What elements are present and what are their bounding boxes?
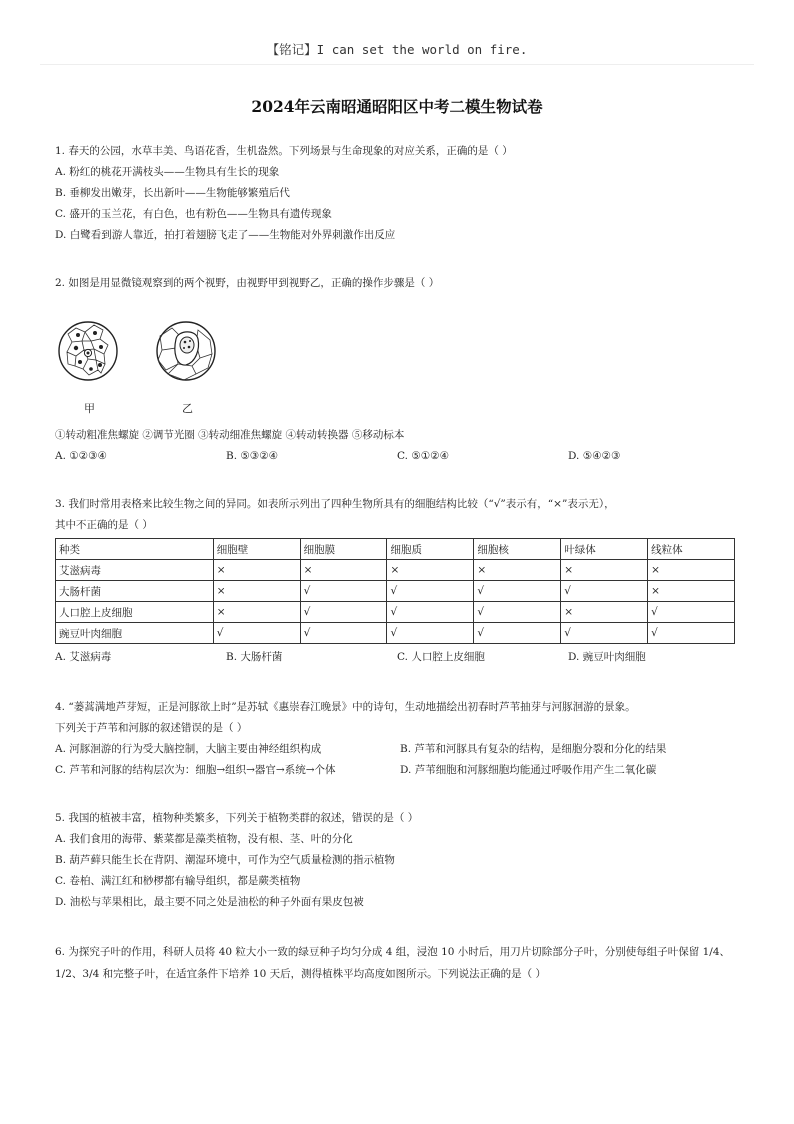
question-5-option-c[interactable]: C. 卷柏、满江红和桫椤都有输导组织，都是蕨类植物	[55, 875, 301, 887]
table-cell: ×	[213, 581, 300, 602]
view-jia-field	[59, 322, 117, 380]
table-cell: √	[561, 623, 648, 644]
view-yi-label: 乙	[182, 402, 193, 415]
table-cell: √	[474, 623, 561, 644]
question-2-option-c[interactable]: C. ⑤①②④	[397, 450, 449, 462]
question-1-option-b[interactable]: B. 垂柳发出嫩芽，长出新叶——生物能够繁殖后代	[55, 187, 290, 199]
question-5-option-b[interactable]: B. 葫芦藓只能生长在背阴、潮湿环境中，可作为空气质量检测的指示植物	[55, 854, 395, 866]
table-header-cell: 线粒体	[648, 539, 735, 560]
question-3-stem-block	[55, 494, 745, 536]
table-cell: 艾滋病毒	[56, 560, 214, 581]
table-cell: √	[213, 623, 300, 644]
question-2-stem-block	[55, 273, 745, 294]
table-cell: 大肠杆菌	[56, 581, 214, 602]
table-cell: √	[387, 602, 474, 623]
table-cell: √	[300, 602, 387, 623]
question-2-option-d[interactable]: D. ⑤④②③	[568, 450, 621, 462]
question-4	[55, 697, 745, 781]
question-2-option-a[interactable]: A. ①②③④	[55, 450, 107, 462]
question-3-option-c[interactable]: C. 人口腔上皮细胞	[397, 651, 485, 663]
question-6	[55, 941, 740, 985]
question-1	[55, 141, 745, 246]
microscope-views-figure	[58, 314, 218, 416]
question-1-stem: 1. 春天的公园，水草丰美、鸟语花香，生机盎然。下列场景与生命现象的对应关系，正确的是（ ）	[55, 145, 513, 157]
question-4-option-b[interactable]: B. 芦苇和河豚具有复杂的结构，是细胞分裂和分化的结果	[400, 743, 667, 755]
question-2-options	[55, 446, 745, 467]
question-1-option-a[interactable]: A. 粉红的桃花开满枝头——生物具有生长的现象	[55, 166, 280, 178]
table-cell: ×	[213, 602, 300, 623]
table-cell: ×	[648, 560, 735, 581]
question-3-options	[55, 647, 745, 668]
table-header-cell: 种类	[56, 539, 214, 560]
table-cell: √	[474, 602, 561, 623]
question-5-option-a[interactable]: A. 我们食用的海带、紫菜都是藻类植物，没有根、茎、叶的分化	[55, 833, 353, 845]
table-cell: √	[300, 581, 387, 602]
view-yi-field	[157, 322, 215, 380]
table-cell: √	[474, 581, 561, 602]
table-cell: ×	[387, 560, 474, 581]
table-row	[56, 560, 735, 581]
question-2-steps: ①转动粗准焦螺旋 ②调节光圈 ③转动细准焦螺旋 ④转动转换器 ⑤移动标本	[55, 429, 405, 441]
table-cell: √	[387, 623, 474, 644]
question-4-option-d[interactable]: D. 芦苇细胞和河豚细胞均能通过呼吸作用产生二氧化碳	[400, 764, 657, 776]
header-divider	[40, 64, 754, 65]
table-header-cell: 细胞核	[474, 539, 561, 560]
question-3-stem-line1: 3. 我们时常用表格来比较生物之间的异同。如表所示列出了四种生物所具有的细胞结构比较（“√”表示有，“×”表示无），	[55, 498, 615, 510]
page-title: 2024年云南昭通昭阳区中考二模生物试卷	[251, 97, 543, 116]
table-cell: ×	[648, 581, 735, 602]
table-cell: ×	[213, 560, 300, 581]
question-4-option-a[interactable]: A. 河豚洄游的行为受大脑控制，大脑主要由神经组织构成	[55, 743, 322, 755]
table-row	[56, 623, 735, 644]
table-cell: ×	[561, 602, 648, 623]
table-cell: ×	[561, 560, 648, 581]
page-motto: 【铭记】I can set the world on fire.	[266, 42, 528, 57]
table-cell: √	[648, 602, 735, 623]
question-5-option-d[interactable]: D. 油松与苹果相比，最主要不同之处是油松的种子外面有果皮包被	[55, 896, 364, 908]
question-4-option-c[interactable]: C. 芦苇和河豚的结构层次为：细胞→组织→器官→系统→个体	[55, 764, 336, 776]
question-6-stem: 6. 为探究子叶的作用，科研人员将 40 粒大小一致的绿豆种子均匀分成 4 组，浸泡 10 小时后，用刀片切除部分子叶，分别使每组子叶保留 1/4、1/2、3/4 和完整子叶，在适宜条件下培养 10 天后，测得植株平均高度如图所示。下列说法正确的是（ ）	[55, 946, 731, 980]
table-header-row	[56, 539, 735, 560]
table-cell: 豌豆叶肉细胞	[56, 623, 214, 644]
cell-structure-table	[55, 538, 735, 644]
table-header-cell: 叶绿体	[561, 539, 648, 560]
question-3-option-a[interactable]: A. 艾滋病毒	[55, 651, 112, 663]
question-3-stem-line2: 其中不正确的是（ ）	[55, 519, 153, 531]
question-3-option-b[interactable]: B. 大肠杆菌	[226, 651, 283, 663]
table-cell: √	[648, 623, 735, 644]
question-5	[55, 808, 745, 913]
question-1-option-c[interactable]: C. 盛开的玉兰花，有白色，也有粉色——生物具有遗传现象	[55, 208, 332, 220]
question-2-body	[55, 425, 745, 467]
question-1-option-d[interactable]: D. 白鹭看到游人靠近，拍打着翅膀飞走了——生物能对外界刺激作出反应	[55, 229, 396, 241]
view-jia-label: 甲	[84, 402, 95, 415]
table-header-cell: 细胞膜	[300, 539, 387, 560]
question-2-option-b[interactable]: B. ⑤③②④	[226, 450, 279, 462]
table-row	[56, 581, 735, 602]
question-5-stem: 5. 我国的植被丰富，植物种类繁多，下列关于植物类群的叙述，错误的是（ ）	[55, 812, 419, 824]
table-cell: ×	[474, 560, 561, 581]
table-cell: ×	[300, 560, 387, 581]
table-cell: √	[300, 623, 387, 644]
table-cell: √	[387, 581, 474, 602]
question-3-option-d[interactable]: D. 豌豆叶肉细胞	[568, 651, 646, 663]
table-row	[56, 602, 735, 623]
question-2-stem: 2. 如图是用显微镜观察到的两个视野，由视野甲到视野乙，正确的操作步骤是（ ）	[55, 277, 440, 289]
table-cell: 人口腔上皮细胞	[56, 602, 214, 623]
question-4-stem-line1: 4. “蒌蒿满地芦芽短，正是河豚欲上时”是苏轼《惠崇春江晚景》中的诗句，生动地描绘出初春时芦苇抽芽与河豚洄游的景象。	[55, 701, 636, 713]
table-cell: √	[561, 581, 648, 602]
table-header-cell: 细胞质	[387, 539, 474, 560]
question-4-stem-line2: 下列关于芦苇和河豚的叙述错误的是（ ）	[55, 722, 248, 734]
table-header-cell: 细胞壁	[213, 539, 300, 560]
